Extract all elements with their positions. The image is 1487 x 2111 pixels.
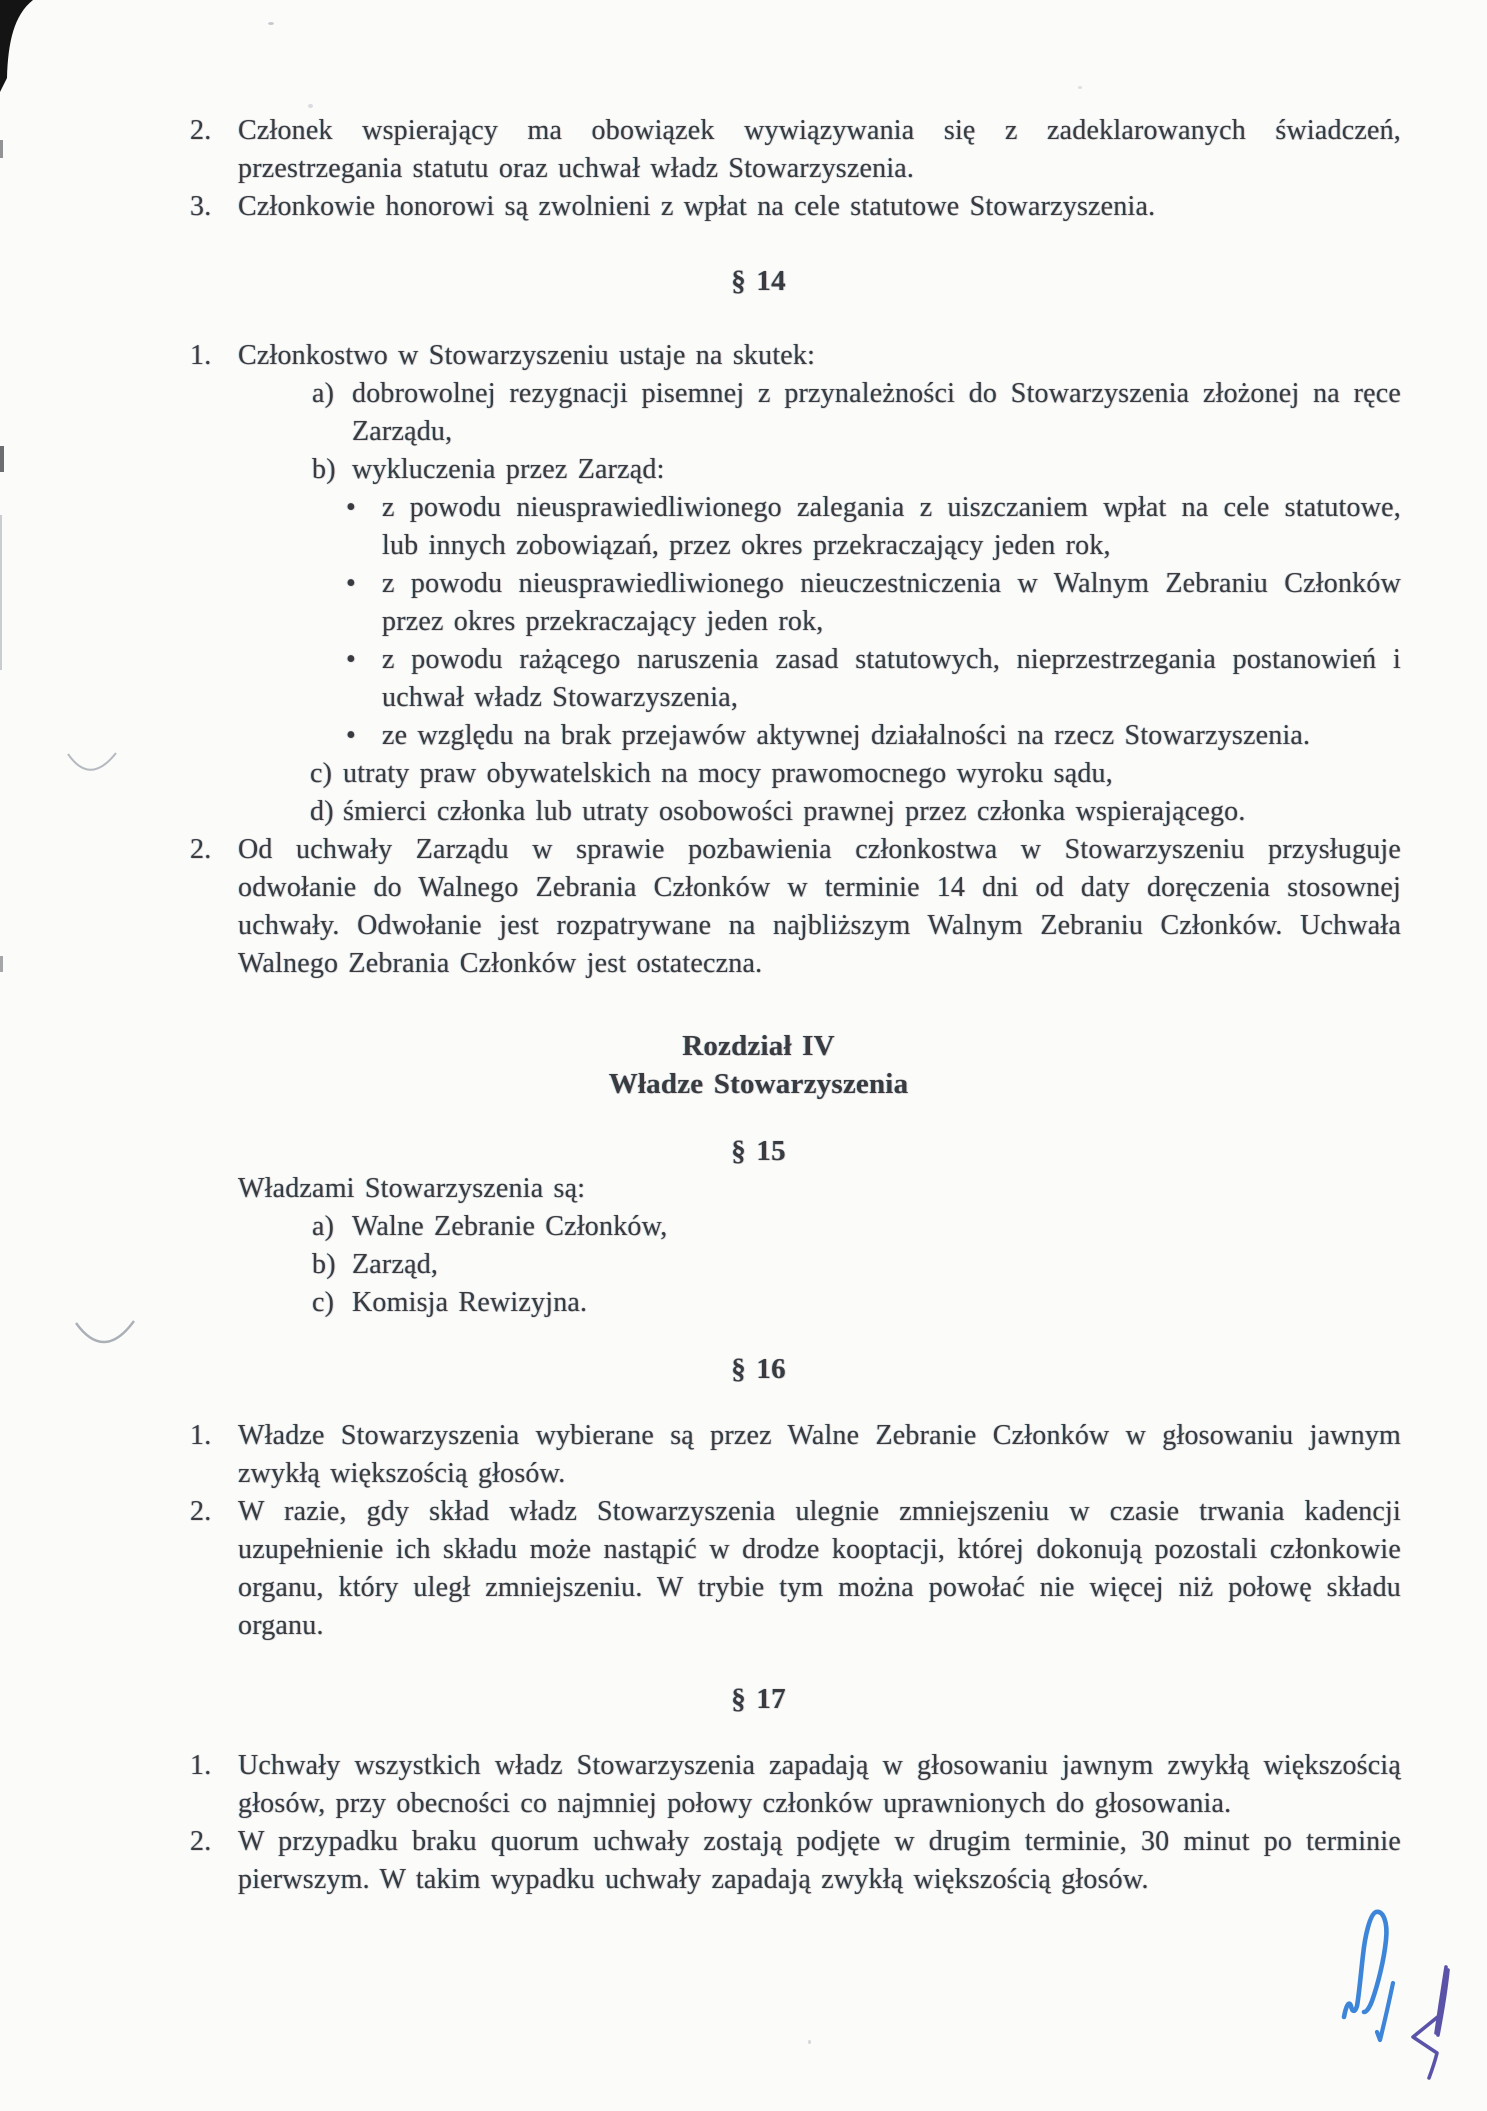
list-item: [190, 1823, 1401, 1899]
list-number: 1.: [190, 1420, 212, 1451]
paragraph-text: z powodu nieusprawiedliwionego nieuczestniczenia w Walnym Zebraniu Członków przez okres przekraczający jeden rok,: [382, 568, 1401, 637]
list-item: [190, 188, 1401, 226]
paragraph-text: Członek wspierający ma obowiązek wywiązywania się z zadeklarowanych świadczeń, przestrzegania statutu oraz uchwał władz Stowarzyszenia.: [238, 115, 1401, 184]
list-item: [190, 1747, 1401, 1823]
list-item: [190, 337, 1401, 375]
sub-item-label: a): [312, 378, 335, 409]
paragraph-text: W razie, gdy skład władz Stowarzyszenia ulegnie zmniejszeniu w czasie trwania kadencji uzupełnienie ich składu może nastąpić w drodze kooptacji, której dokonują pozostali członkowie organu, który uległ zmniejszeniu. W trybie tym można powołać nie więcej niż połowę składu organu.: [238, 1496, 1401, 1641]
paragraph-text: Władzami Stowarzyszenia są:: [238, 1173, 586, 1204]
sub-item-b: [312, 451, 1401, 489]
paragraph-text: z powodu nieusprawiedliwionego zalegania z uiszczaniem wpłat na cele statutowe, lub innych zobowiązań, przez okres przekraczający jeden rok,: [382, 492, 1401, 561]
paragraph-text: W przypadku braku quorum uchwały zostają podjęte w drugim terminie, 30 minut po terminie pierwszym. W takim wypadku uchwały zapadają zwykłą większością głosów.: [238, 1826, 1401, 1895]
bullet-icon: •: [346, 492, 357, 523]
sub-item-label: c): [312, 1287, 335, 1318]
bullet-item: [346, 565, 1401, 641]
scan-edge-mark: [0, 446, 4, 472]
sub-item-label: a): [312, 1211, 335, 1242]
sub-item-a: [312, 375, 1401, 451]
sub-item-d: [310, 793, 1401, 831]
bullet-item: [346, 489, 1401, 565]
paragraph-text: ze względu na brak przejawów aktywnej działalności na rzecz Stowarzyszenia.: [382, 720, 1311, 751]
signature-mark: [1280, 1900, 1487, 2111]
paragraph-text: Władze Stowarzyszenia wybierane są przez Walne Zebranie Członków w głosowaniu jawnym zwykłą większością głosów.: [238, 1420, 1401, 1489]
list-number: 1.: [190, 340, 212, 371]
paragraph-text: Członkowie honorowi są zwolnieni z wpłat na cele statutowe Stowarzyszenia.: [238, 191, 1156, 222]
list-number: 2.: [190, 834, 212, 865]
bullet-item: [346, 641, 1401, 717]
scan-crescent-artifact: [74, 1318, 136, 1358]
bullet-icon: •: [346, 644, 357, 675]
list-number: 2.: [190, 1826, 212, 1857]
paragraph-text: dobrowolnej rezygnacji pisemnej z przynależności do Stowarzyszenia złożonej na ręce Zarządu,: [352, 378, 1401, 447]
sub-item-label: b): [312, 454, 336, 485]
paragraph-text: Członkostwo w Stowarzyszeniu ustaje na skutek:: [238, 340, 816, 371]
section-heading-15: § 15: [731, 1135, 786, 1167]
list-number: 2.: [190, 1496, 212, 1527]
list-number: 2.: [190, 115, 212, 146]
scan-crescent-artifact: [66, 750, 118, 784]
paragraph-text: wykluczenia przez Zarząd:: [352, 454, 665, 485]
list-number: 3.: [190, 191, 212, 222]
scan-edge-mark: [0, 956, 3, 972]
paragraph-text: śmierci członka lub utraty osobowości prawnej przez członka wspierającego.: [343, 796, 1246, 827]
paragraph-text: utraty praw obywatelskich na mocy prawomocnego wyroku sądu,: [343, 758, 1113, 789]
sub-item-b: [312, 1246, 1401, 1284]
scan-corner-artifact: [0, 0, 44, 100]
intro-list: [190, 0, 1401, 226]
signature-stroke-light: [1344, 1912, 1386, 2017]
paragraph-text: Komisja Rewizyjna.: [352, 1287, 588, 1318]
paragraph-text: Zarząd,: [352, 1249, 439, 1280]
signature-stroke-dark: [1413, 1967, 1448, 2078]
sub-item-c: [312, 1284, 1401, 1322]
list-item: [190, 1493, 1401, 1645]
bullet-item: [346, 717, 1401, 755]
scan-speck: [808, 2040, 811, 2044]
signature-stroke-light-descender: [1377, 1983, 1393, 2040]
bullet-icon: •: [346, 720, 357, 751]
list-number: 1.: [190, 1750, 212, 1781]
scan-edge-line: [0, 515, 2, 670]
chapter-subtitle: Władze Stowarzyszenia: [608, 1068, 909, 1100]
section-heading-16: § 16: [731, 1353, 786, 1385]
list-item: [190, 112, 1401, 188]
list-item: [190, 1417, 1401, 1493]
sub-item-c: [310, 755, 1401, 793]
paragraph-text: Walne Zebranie Członków,: [352, 1211, 668, 1242]
section-heading-14: § 14: [731, 265, 786, 297]
chapter-title: Rozdział IV: [682, 1030, 835, 1062]
sub-item-label: c): [310, 758, 333, 789]
sub-item-label: d): [310, 796, 334, 827]
list-item: [190, 831, 1401, 983]
paragraph-text: Od uchwały Zarządu w sprawie pozbawienia członkostwa w Stowarzyszeniu przysługuje odwołanie do Walnego Zebrania Członków w terminie 14 dni od daty doręczenia stosownej uchwały. Odwołanie jest rozpatrywane na najbliższym Walnym Zebraniu Członków. Uchwała Walnego Zebrania Członków jest ostateczna.: [238, 834, 1401, 979]
section-heading-17: § 17: [731, 1683, 786, 1715]
paragraph-text: z powodu rażącego naruszenia zasad statutowych, nieprzestrzegania postanowień i uchwał władz Stowarzyszenia,: [382, 644, 1401, 713]
paragraph-text: Uchwały wszystkich władz Stowarzyszenia zapadają w głosowaniu jawnym zwykłą większością głosów, przy obecności co najmniej połowy członków uprawnionych do głosowania.: [238, 1750, 1401, 1819]
sub-item-label: b): [312, 1249, 336, 1280]
bullet-icon: •: [346, 568, 357, 599]
scan-edge-mark: [0, 140, 3, 158]
sub-item-a: [312, 1208, 1401, 1246]
document-content: [190, 0, 1401, 1899]
